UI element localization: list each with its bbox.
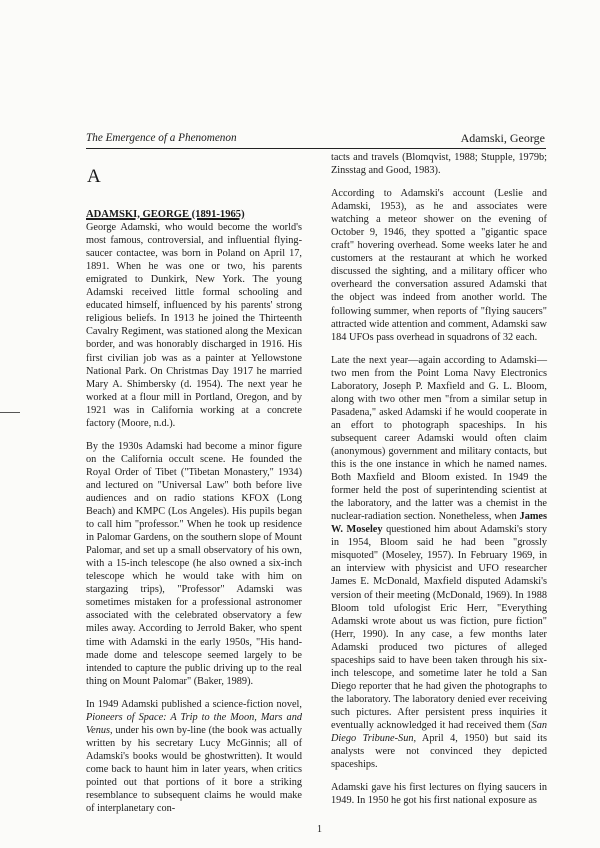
newspaper-title: San Diego Tribune-Sun, bbox=[331, 719, 547, 745]
paragraph-2: By the 1930s Adamski had become a minor figure on the California occult scene. He founded the Royal Order of Tibet ("Tibetan Monastery," 1934) and lectured on "Universal Law" both before live audiences and on radio stations KFOX (Long Beach) and KMPC (Los Angeles). His pupils began to call him "professor." When he took up residence in Palomar Gardens, on the southern slope of Mount Palomar, and set up a small observatory of his own, with a 15-inch telescope (he also owned a six-inch telescope which he would take with him on stargazing trips), "Professor" Adamski was sometimes mistaken for a professional astronomer associated with the celebrated observatory a few miles away. According to Jerrold Baker, who spent time with Adamski in the early 1950s, "His hand-made dome and telescope seemed largely to be intended to capture the public driving up to the real thing on Mount Palomar" (Baker, 1989). bbox=[86, 440, 302, 687]
paragraph-5-text: Late the next year—again according to Adamski—two men from the Point Loma Navy Electronics Laboratory, Joseph P. Maxfield and G. L. Bloom, along with two other men "from a similar setup in Pasadena," asked Adamski if he would cooperate in an effort to photograph spaceships. In his subsequent career Adamski would often claim (anonymous) government and military contacts, but this is the one instance in which he named names. Both Maxfield and Bloom existed. In 1949 the former held the post of superintending scientist at the laboratory, and the latter was a chemist in the nuclear-radiation section. Nonetheless, when bbox=[331, 354, 547, 523]
paragraph-5 bbox=[331, 354, 547, 772]
header-entry-name: Adamski, George bbox=[460, 131, 545, 145]
paragraph-3-text: In 1949 Adamski published a science-fiction novel, bbox=[86, 698, 302, 710]
margin-mark bbox=[0, 412, 20, 413]
paragraph-5-text-mid: questioned him about Adamski's story in 1954, Bloom said he had been "grossly misquoted" (Moseley, 1957). In February 1969, in an interview with physicist and UFO researcher James E. McDonald, Maxfield disputed Adamski's version of their meeting (McDonald, 1969). In 1988 Bloom told ufologist Eric Herr, "Everything Adamski wrote about us was fiction, pure fiction" (Herr, 1990). In any case, a few months later Adamski produced two pictures of alleged spaceships said to have been taken through his six-inch telescope, and sometime later he told a San Diego reporter that he had given the photographs to the laboratory. The laboratory denied ever receiving such pictures. After persistent press inquiries it eventually acknowledged it had received them ( bbox=[331, 524, 547, 731]
running-header bbox=[86, 130, 545, 146]
header-book-section: The Emergence of a Phenomenon bbox=[86, 132, 237, 144]
paragraph-5-text-end: April 4, 1950) but said its analysts were not convinced they depicted spaceships. bbox=[331, 733, 547, 771]
paragraph-4: According to Adamski's account (Leslie and Adamski, 1953), as he and associates were watching a meteor shower on the evening of October 9, 1946, they spotted a "gigantic space craft" hovering overhead. Some weeks later he and customers at the restaurant at which he worked discussed the sighting, and a military officer who overheard the conversation assured Adamski that the object was indeed from another world. The following summer, when reports of "flying saucers" attracted wide attention and comment, Adamski saw 184 UFOs pass overhead in squadrons of 32 each. bbox=[331, 188, 547, 343]
paragraph-6: Adamski gave his first lectures on flying saucers in 1949. In 1950 he got his first national exposure as bbox=[331, 782, 547, 807]
header-rule bbox=[86, 148, 546, 149]
cross-reference-moseley: James W. Moseley bbox=[331, 511, 547, 536]
entry-title: ADAMSKI, GEORGE (1891-1965) bbox=[86, 209, 245, 220]
paragraph-3-text-end: under his own by-line (the book was actually written by his secretary Lucy McGinnis; all of Adamski's books would be ghostwritten). It would come back to haunt him in later years, when critics pointed out that portions of it bore a striking resemblance to subsequent claims he would make of interplanetary con- bbox=[86, 724, 302, 815]
left-column bbox=[86, 160, 302, 825]
page-number: 1 bbox=[317, 824, 322, 835]
section-letter: A bbox=[87, 166, 101, 187]
right-column bbox=[331, 151, 547, 817]
paragraph-continued: tacts and travels (Blomqvist, 1988; Stupple, 1979b; Zinsstag and Good, 1983). bbox=[331, 152, 547, 177]
paragraph-3 bbox=[86, 698, 302, 815]
novel-title: Pioneers of Space: A Trip to the Moon, Mars and Venus, bbox=[86, 711, 302, 736]
paragraph-1: George Adamski, who would become the world's most famous, controversial, and influential flying-saucer contactee, was born in Poland on April 17, 1891. When he was one or two, his parents emigrated to Dunkirk, New York. The young Adamski received little formal schooling and educated himself, influenced by his parents' strong religious beliefs. In 1913 he joined the Thirteenth Cavalry Regiment, was stationed along the Mexican border, and was honorably discharged in 1916. His first civilian job was as a painter at Yellowstone National Park. On Christmas Day 1917 he married Mary A. Shimbersky (d. 1954). The next year he worked at a flour mill in Portland, Oregon, and by 1921 was in California working at a concrete factory (Moore, n.d.). bbox=[86, 222, 302, 429]
